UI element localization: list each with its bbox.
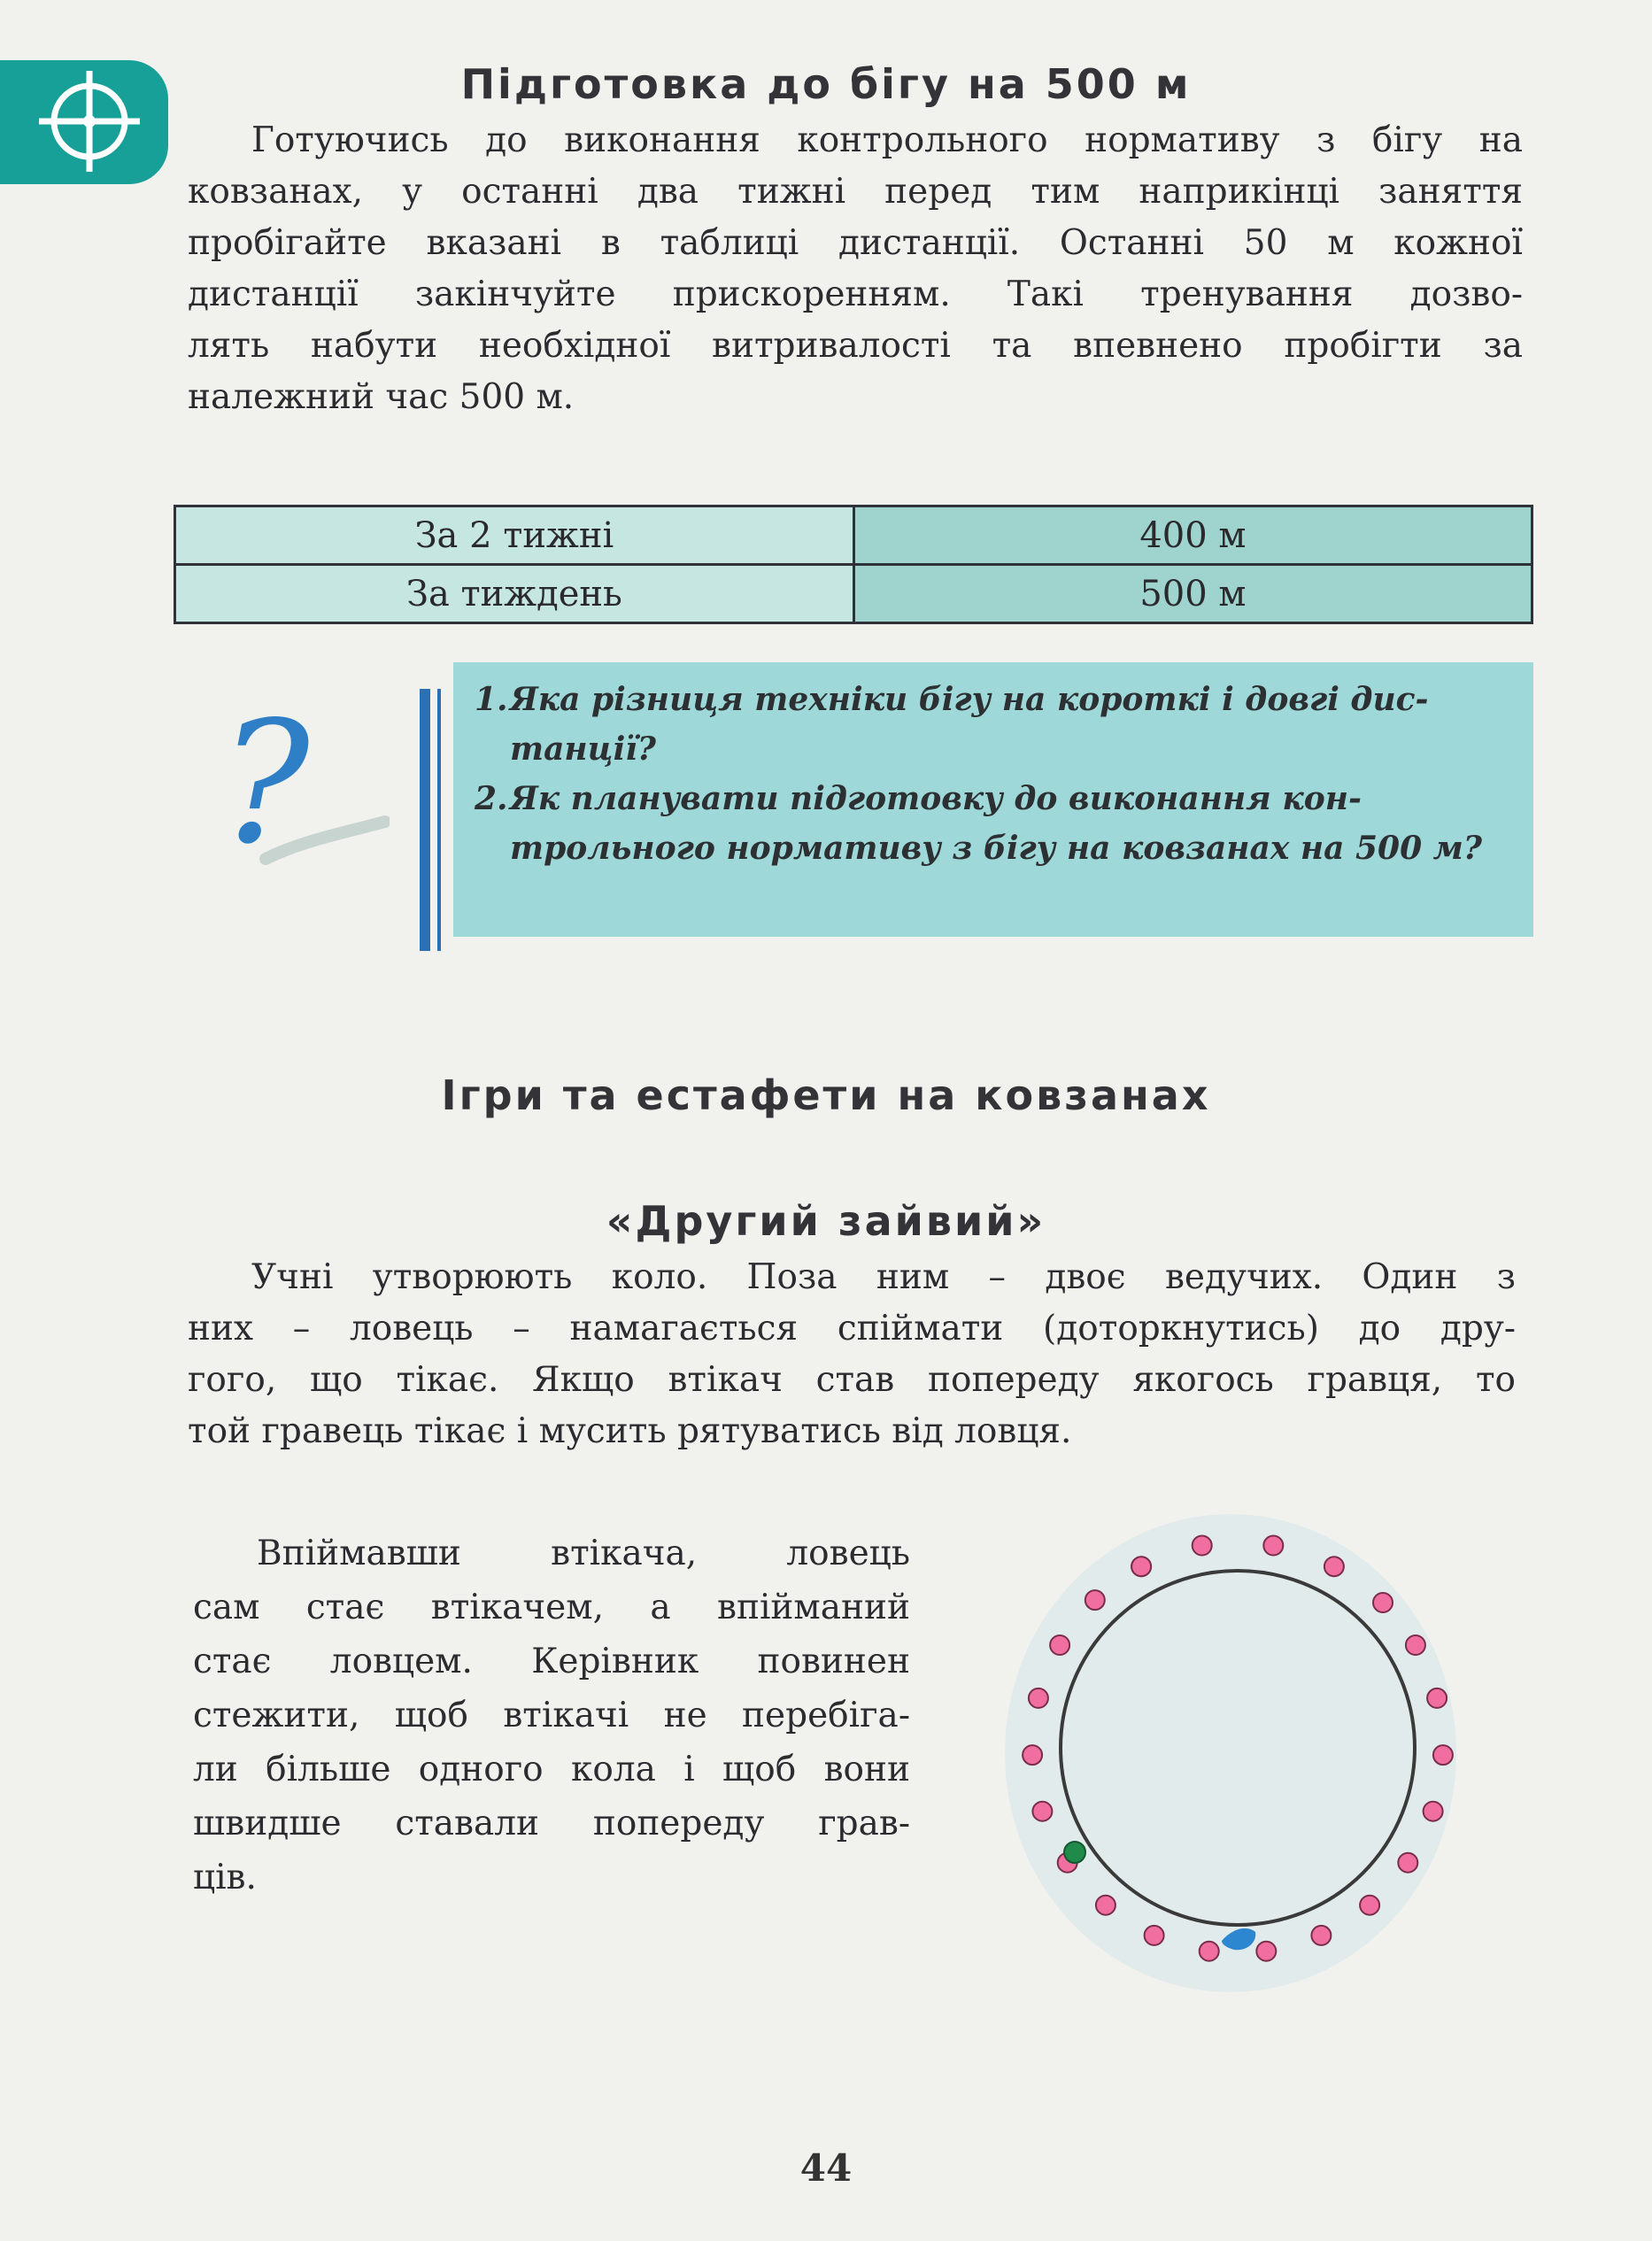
question-list <box>475 675 1519 873</box>
paragraph-line: лять набути необхідної витривалості та впевнено пробігти за <box>188 326 1523 366</box>
list-item <box>475 774 1519 873</box>
table-cell-period: За тиждень <box>175 565 854 623</box>
player-dot <box>1324 1557 1344 1576</box>
paragraph-line: пробігайте вказані в таблиці дистанції. Останні 50 м кожної <box>188 223 1523 263</box>
paragraph-line: дистанції закінчуйте прискоренням. Такі тренування дозво- <box>188 274 1523 314</box>
paragraph-line: стежити, щоб втікачі не перебіга- <box>193 1696 910 1735</box>
table-row <box>175 506 1532 565</box>
player-dot <box>1256 1942 1276 1961</box>
paragraph-line: Учні утворюють коло. Поза ним – двоє ведучих. Один з <box>251 1257 1516 1297</box>
question-text-continued: трольного нормативу з бігу на ковзанах на 500 м? <box>510 830 1482 867</box>
list-item <box>475 675 1519 774</box>
section-title-games: Ігри та естафети на ковзанах <box>441 1071 1211 1119</box>
player-dot <box>1145 1926 1164 1945</box>
table-row <box>175 565 1532 623</box>
questions-accent-bar-thin <box>437 689 441 951</box>
player-dot <box>1433 1745 1453 1765</box>
player-dot <box>1032 1802 1052 1821</box>
player-dot <box>1398 1853 1417 1873</box>
paragraph-line: ли більше одного кола і щоб вони <box>193 1750 910 1789</box>
player-dot <box>1029 1688 1048 1708</box>
table-cell-distance: 500 м <box>853 565 1532 623</box>
player-dot <box>1263 1536 1283 1556</box>
paragraph-line: стає ловцем. Керівник повинен <box>193 1642 910 1681</box>
paragraph-line: Готуючись до виконання контрольного нормативу з бігу на <box>251 120 1523 160</box>
game-side-paragraph <box>193 1526 910 1905</box>
player-dot <box>1200 1942 1219 1961</box>
distance-table <box>174 505 1533 624</box>
paragraph-line: ців. <box>193 1858 257 1897</box>
player-dot <box>1373 1593 1393 1612</box>
question-mark-icon <box>204 708 390 885</box>
player-dot <box>1193 1536 1212 1556</box>
paragraph-line: той гравець тікає і мусить рятуватись від ловця. <box>188 1411 1072 1451</box>
question-text: Яка різниця техніки бігу на короткі і довгі дис- <box>510 681 1429 718</box>
player-dot <box>1096 1896 1115 1915</box>
section-title-preparation: Підготовка до бігу на 500 м <box>460 60 1192 108</box>
player-dot <box>1311 1926 1331 1945</box>
player-dot <box>1360 1896 1379 1915</box>
page-number: 44 <box>799 2146 853 2190</box>
game-title: «Другий зайвий» <box>606 1197 1046 1245</box>
ice-rink-background <box>1005 1514 1456 1992</box>
player-dot <box>1085 1590 1105 1610</box>
player-dot <box>1424 1802 1443 1821</box>
questions-accent-bar <box>420 689 430 951</box>
paragraph-line: сам стає втікачем, а впійманий <box>193 1588 910 1627</box>
player-dot <box>1131 1557 1151 1576</box>
question-text: Як планувати підготовку до виконання кон- <box>510 780 1362 817</box>
paragraph-line: Впіймавши втікача, ловець <box>257 1534 910 1573</box>
game-paragraph <box>188 1252 1516 1457</box>
player-dot <box>1427 1688 1447 1708</box>
question-number: 1. <box>475 681 508 718</box>
table-cell-distance: 400 м <box>853 506 1532 565</box>
paragraph-line: швидше ставали попереду грав- <box>193 1804 910 1843</box>
question-text-continued: танції? <box>510 730 657 768</box>
paragraph-line: гого, що тікає. Якщо втікач став попереду якогось гравця, то <box>188 1360 1516 1400</box>
player-dot <box>1023 1745 1042 1765</box>
paragraph-line: них – ловець – намагається спіймати (доторкнутись) до дру- <box>188 1309 1516 1348</box>
catcher-dot <box>1064 1842 1085 1863</box>
player-dot <box>1050 1635 1069 1655</box>
player-dot <box>1406 1635 1425 1655</box>
paragraph-line: ковзанах, у останні два тижні перед тим наприкінці заняття <box>188 172 1523 212</box>
table-cell-period: За 2 тижні <box>175 506 854 565</box>
svg-text:?: ? <box>220 708 310 881</box>
paragraph-line: належний час 500 м. <box>188 377 575 417</box>
players-circle-illustration <box>1000 1496 1461 1992</box>
preparation-paragraph <box>188 115 1523 423</box>
question-number: 2. <box>475 780 508 817</box>
